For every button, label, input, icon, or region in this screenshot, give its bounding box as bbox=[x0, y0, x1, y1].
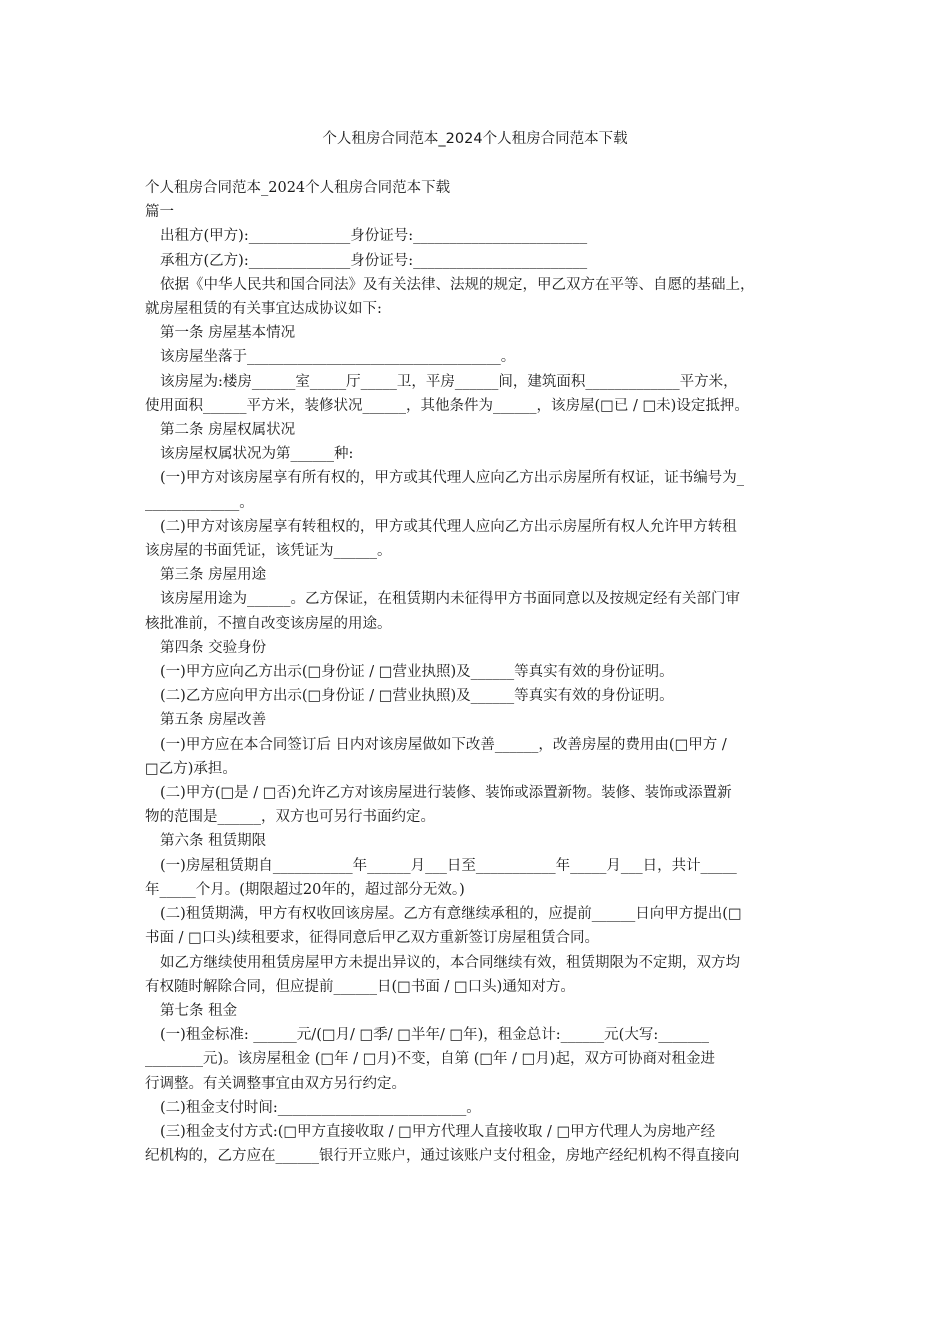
contract-line: 该房屋的书面凭证，该凭证为______。 bbox=[145, 543, 392, 560]
contract-line: 第七条 租金 bbox=[160, 1002, 238, 1019]
contract-line: (二)乙方应向甲方出示(□身份证 / □营业执照)及______等真实有效的身份证明。 bbox=[160, 688, 674, 705]
contract-line: 个人租房合同范本_2024个人租房合同范本下载 bbox=[145, 180, 451, 196]
contract-line: 就房屋租赁的有关事宜达成协议如下: bbox=[145, 301, 382, 318]
contract-line: 有权随时解除合同，但应提前______日(□书面 / □口头)通知对方。 bbox=[145, 978, 575, 995]
contract-line: 第一条 房屋基本情况 bbox=[160, 325, 296, 342]
contract-line: 第五条 房屋改善 bbox=[160, 712, 267, 729]
contract-body bbox=[145, 176, 815, 1168]
contract-line: 依据《中华人民共和国合同法》及有关法律、法规的规定，甲乙双方在平等、自愿的基础上， bbox=[160, 276, 755, 293]
contract-line: ________元)。该房屋租金 (□年 / □月)不变，自第 (□年 / □月)起，双方可协商对租金进 bbox=[145, 1051, 716, 1068]
contract-line: 书面 / □口头)续租要求，征得同意后甲乙双方重新签订房屋租赁合同。 bbox=[145, 930, 599, 947]
contract-line: 该房屋权属状况为第______种: bbox=[160, 446, 354, 463]
contract-line: 该房屋用途为______。乙方保证，在租赁期内未征得甲方书面同意以及按规定经有关部门审 bbox=[160, 591, 740, 608]
contract-line: (三)租金支付方式:(□甲方直接收取 / □甲方代理人直接收取 / □甲方代理人为房地产经 bbox=[160, 1123, 716, 1140]
contract-line: (一)租金标准: ______元/(□月/ □季/ □半年/ □年)，租金总计:______元(大写:_______ bbox=[160, 1027, 709, 1044]
contract-line: 第四条 交验身份 bbox=[160, 639, 267, 656]
contract-line: (二)甲方(□是 / □否)允许乙方对该房屋进行装修、装饰或添置新物。装修、装饰或添置新 bbox=[160, 785, 732, 802]
page-title: 个人租房合同范本_2024个人租房合同范本下载 bbox=[322, 131, 628, 147]
contract-line: 年_____个月。(期限超过20年的，超过部分无效。) bbox=[145, 881, 465, 898]
contract-line: 行调整。有关调整事宜由双方另行约定。 bbox=[145, 1075, 406, 1092]
contract-line: 如乙方继续使用租赁房屋甲方未提出异议的，本合同继续有效，租赁期限为不定期，双方均 bbox=[160, 954, 740, 971]
contract-line: 该房屋为:楼房______室_____厅_____卫，平房______间，建筑面积_____________平方米， bbox=[160, 373, 738, 390]
contract-line: 出租方(甲方):______________身份证号:________________________ bbox=[160, 228, 588, 245]
contract-line: 物的范围是______，双方也可另行书面约定。 bbox=[145, 809, 435, 826]
contract-line: 承租方(乙方):______________身份证号:________________________ bbox=[160, 252, 588, 269]
contract-line: (一)甲方应在本合同签订后 日内对该房屋做如下改善______，改善房屋的费用由(□甲方 / bbox=[160, 736, 727, 753]
contract-line: _____________。 bbox=[145, 494, 254, 511]
contract-line: (二)甲方对该房屋享有转租权的，甲方或其代理人应向乙方出示房屋所有权人允许甲方转租 bbox=[160, 518, 737, 535]
contract-line: 篇一 bbox=[145, 204, 174, 221]
contract-line: (一)甲方应向乙方出示(□身份证 / □营业执照)及______等真实有效的身份证明。 bbox=[160, 664, 674, 681]
contract-line: 该房屋坐落于___________________________________。 bbox=[160, 349, 516, 366]
contract-line: (二)租赁期满，甲方有权收回该房屋。乙方有意继续承租的，应提前______日向甲方提出(□ bbox=[160, 906, 742, 923]
contract-line: (二)租金支付时间:__________________________。 bbox=[160, 1099, 481, 1116]
contract-line: (一)甲方对该房屋享有所有权的，甲方或其代理人应向乙方出示房屋所有权证，证书编号为_ bbox=[160, 470, 745, 487]
contract-line: 第六条 租赁期限 bbox=[160, 833, 267, 850]
contract-line: □乙方)承担。 bbox=[145, 760, 237, 777]
contract-line: 第二条 房屋权属状况 bbox=[160, 422, 296, 439]
contract-line: 纪机构的，乙方应在______银行开立账户，通过该账户支付租金，房地产经纪机构不得直接向 bbox=[145, 1148, 740, 1165]
contract-line: 使用面积______平方米，装修状况______，其他条件为______，该房屋(□已 / □未)设定抵押。 bbox=[145, 397, 749, 414]
contract-line: 核批准前，不擅自改变该房屋的用途。 bbox=[145, 615, 392, 632]
contract-line: 第三条 房屋用途 bbox=[160, 567, 267, 584]
contract-line: (一)房屋租赁期自___________年______月___日至___________年_____月___日，共计_____ bbox=[160, 857, 737, 874]
